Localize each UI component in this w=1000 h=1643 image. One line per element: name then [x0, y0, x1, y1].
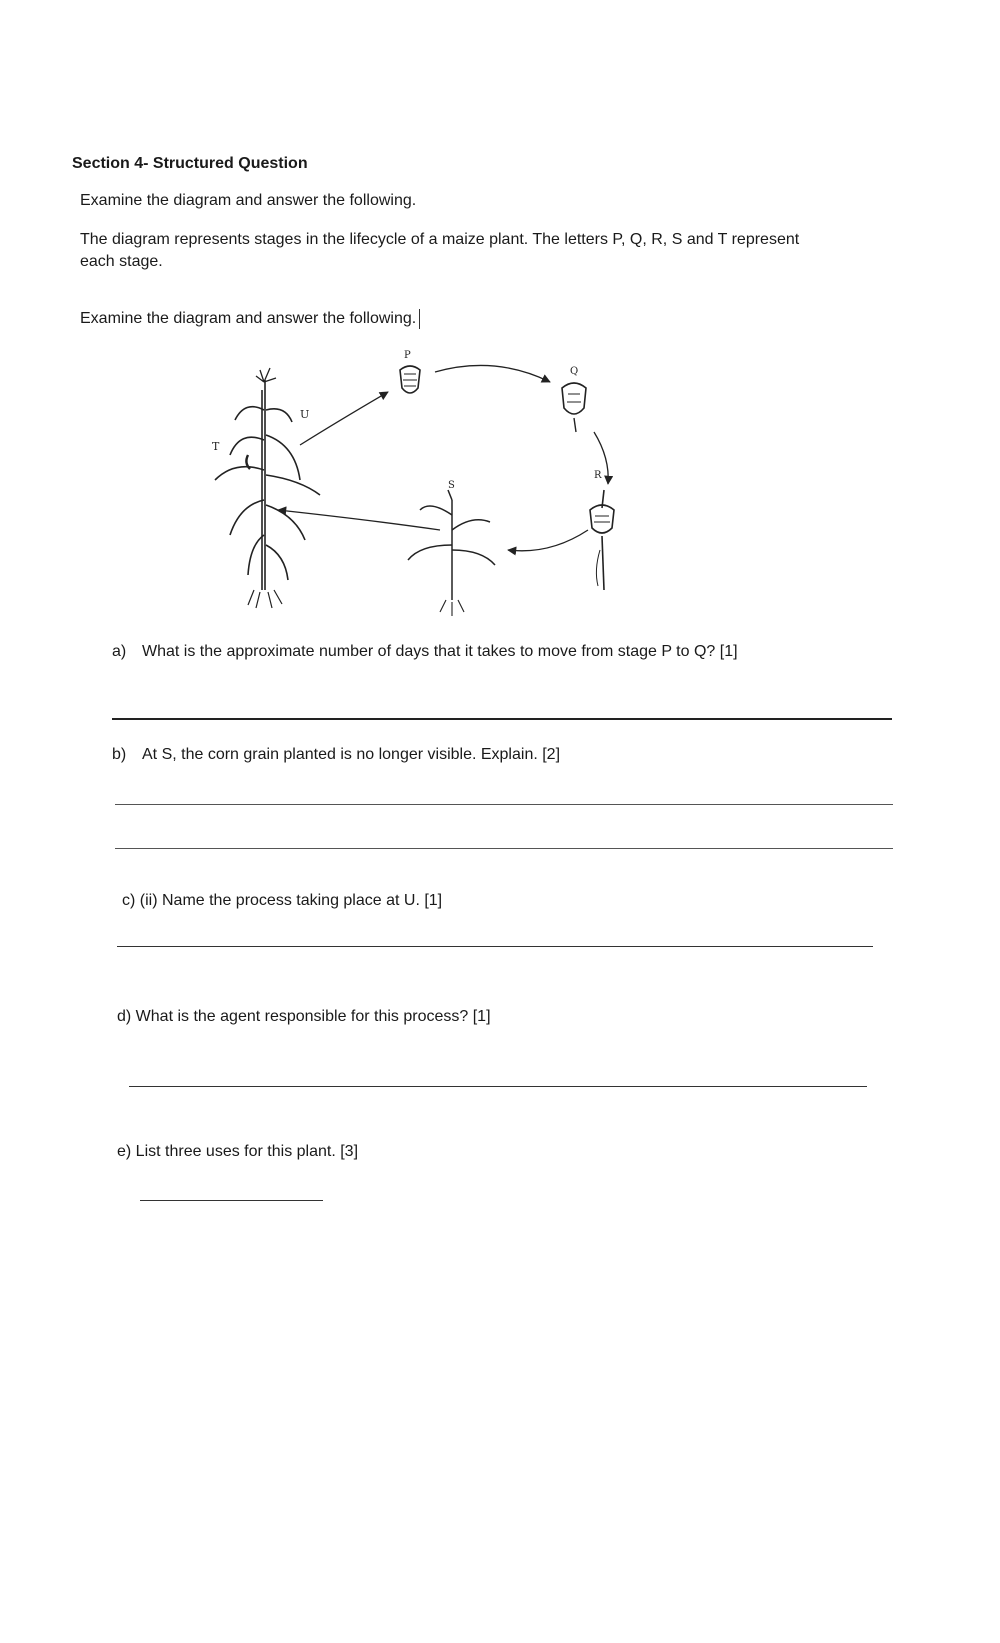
arrow-s-to-t: [278, 510, 440, 530]
question-e: e) List three uses for this plant. [3]: [117, 1143, 359, 1160]
intro-text: Examine the diagram and answer the following.: [80, 192, 417, 209]
grain-p: [400, 366, 420, 393]
question-d: d) What is the agent responsible for this process? [1]: [117, 1008, 491, 1025]
label-q: Q: [570, 366, 579, 377]
arrow-t-to-p: [300, 392, 388, 445]
description-line-1: The diagram represents stages in the lifecycle of a maize plant. The letters P, Q, R, S and T represent: [80, 231, 800, 248]
answer-line-d[interactable]: [129, 1086, 867, 1087]
arrow-p-to-q: [435, 365, 550, 382]
young-maize-plant: [408, 490, 495, 616]
arrow-r-to-s: [508, 530, 588, 551]
answer-line-b-1[interactable]: [115, 804, 893, 805]
label-u: U: [300, 408, 310, 421]
mature-maize-plant: [215, 368, 320, 608]
answer-line-c[interactable]: [117, 946, 873, 947]
label-s: S: [448, 480, 455, 491]
answer-line-e[interactable]: [140, 1200, 323, 1201]
cycle-arrows: [278, 365, 608, 550]
text-cursor: [419, 309, 420, 329]
question-b: b) At S, the corn grain planted is no longer visible. Explain. [2]: [112, 746, 561, 763]
answer-line-b-2[interactable]: [115, 848, 893, 849]
label-p: P: [404, 350, 411, 361]
question-c: c) (ii) Name the process taking place at U. [1]: [122, 892, 443, 909]
seedling-r: [590, 490, 614, 590]
maize-lifecycle-diagram: [190, 350, 690, 640]
label-t: T: [212, 440, 220, 453]
answer-line-a[interactable]: [112, 718, 892, 720]
intro-text-repeat: Examine the diagram and answer the following.: [80, 308, 420, 330]
question-a: a) What is the approximate number of days that it takes to move from stage P to Q? [1]: [112, 643, 738, 660]
label-r: R: [594, 470, 602, 481]
grain-q: [562, 383, 586, 432]
section-title: Section 4- Structured Question: [72, 155, 308, 172]
description-line-2: each stage.: [80, 253, 163, 270]
